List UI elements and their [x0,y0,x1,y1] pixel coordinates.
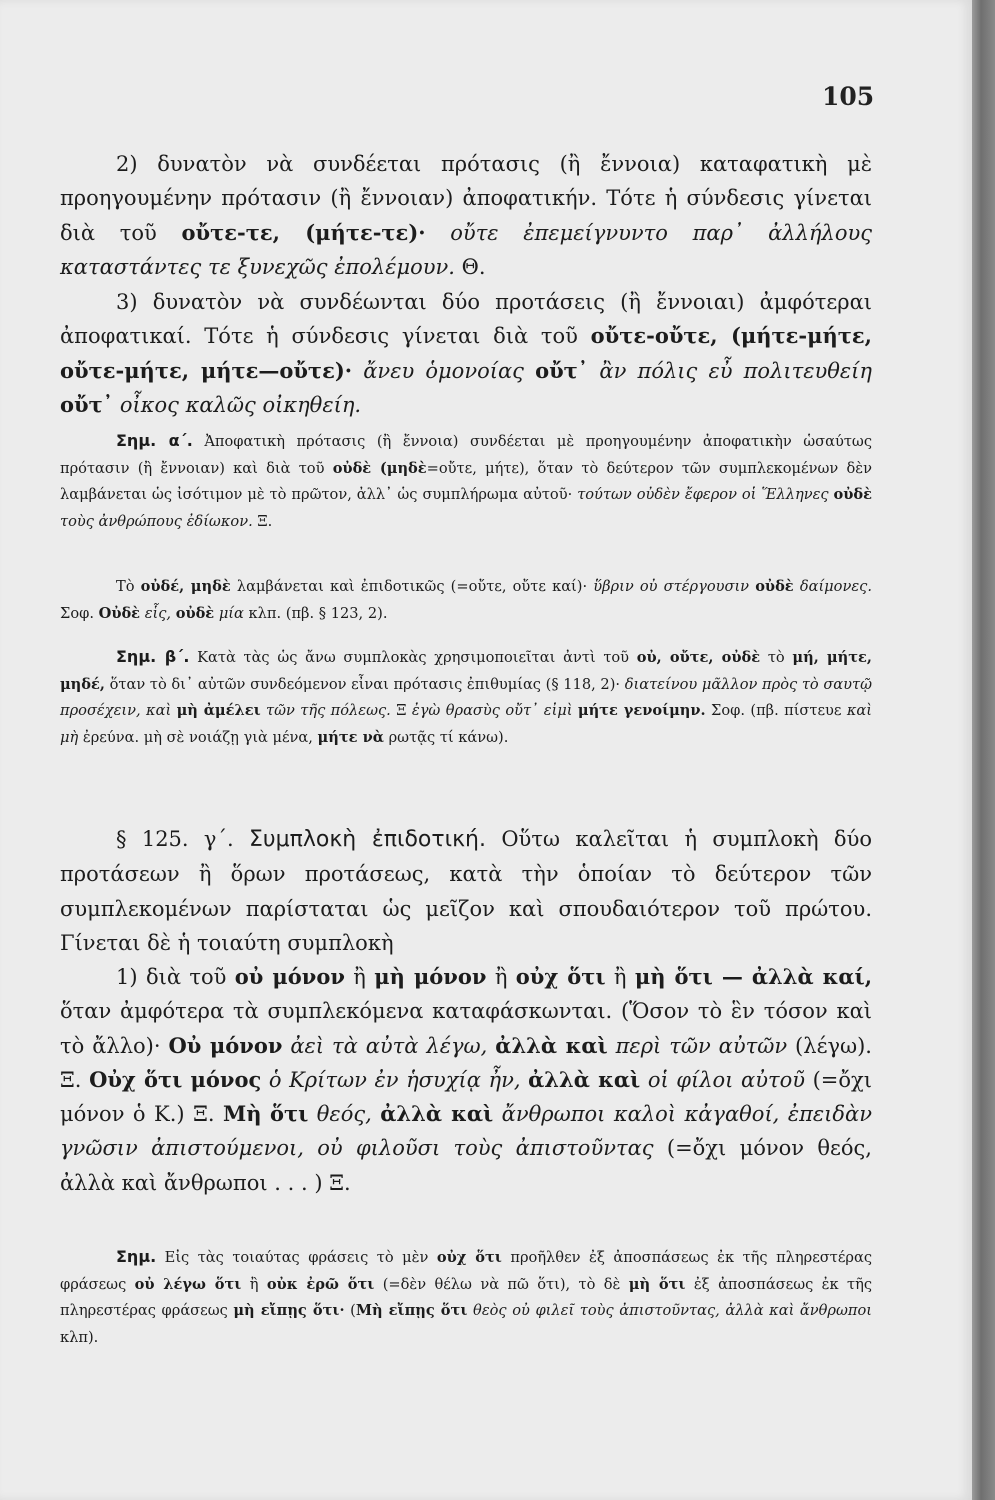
paragraph-3: 3) δυνατὸν νὰ συνδέωνται δύο προτάσεις (ἢ ἔννοιαι) ἀμφότεραι ἀποφατικαί. Τότε ἡ σύνδεσις γίνεται διὰ τοῦ οὔτε-οὔτε, (μήτε-μήτε, οὔτε-μήτε, μήτε—οὔτε)· ἄνευ ὁμονοίας οὔτ᾽ ἂν πόλις εὖ πολιτευθείη οὔτ᾽ οἶκος καλῶς οἰκηθείη. [60,290,873,417]
bold-term: οὔτε-τε, (μήτε-τε)· [181,219,426,245]
note-label: Σημ. [116,1247,157,1266]
paragraph-1: 1) διὰ τοῦ οὐ μόνον ἢ μὴ μόνον ἢ οὐχ ὅτι ἢ μὴ ὅτι — ἀλλὰ καί, ὅταν ἀμφότερα τὰ συμπλεκόμενα καταφάσκωνται. (Ὅσον τὸ ἓν τόσον καὶ τὸ ἄλλο)· Οὐ μόνον ἀεὶ τὰ αὐτὰ λέγω, ἀλλὰ καὶ περὶ τῶν αὐτῶν (λέγω). Ξ. Οὐχ ὅτι μόνος ὁ Κρίτων ἐν ἡσυχίᾳ ἦν, ἀλλὰ καὶ οἱ φίλοι αὐτοῦ (=ὄχι μόνον ὁ Κ.) Ξ. Μὴ ὅτι θεός, ἀλλὰ καὶ ἄνθρωποι καλοὶ κἀγαθοί, ἐπειδὰν γνῶσιν ἀπιστούμενοι, οὐ φιλοῦσι τοὺς ἀπιστοῦντας (=ὄχι μόνον θεός, ἀλλὰ καὶ ἄνθρωποι . . . ) Ξ. [60,964,873,1195]
example-quote: οὔτε ἐπεμείγνυντο παρ᾽ ἀλλήλους καταστάντες τε ξυνεχῶς ἐπολέμουν. [60,220,872,279]
item-number: 1) [116,965,146,989]
source-abbrev: Θ. [454,254,486,279]
example-quote: ἄνευ ὁμονοίας [352,358,536,383]
page-edge-shadow [972,0,995,1500]
note-label: Σημ. β΄. [116,647,190,666]
section-heading: Συμπλοκὴ ἐπιδοτική. [248,827,486,852]
section-number: § 125. γ΄. [116,827,249,851]
paragraph-2: 2) δυνατὸν νὰ συνδέεται πρότασις (ἢ ἔννοια) καταφατικὴ μὲ προηγουμένην πρότασιν (ἢ ἔννοιαν) ἀποφατικήν. Τότε ἡ σύνδεσις γίνεται διὰ τοῦ οὔτε-τε, (μήτε-τε)· οὔτε ἐπεμείγνυντο παρ᾽ ἀλλήλους καταστάντες τε ξυνεχῶς ἐπολέμουν. Θ. [60,152,873,279]
page-number: 105 [822,82,875,111]
section-125: § 125. γ΄. Συμπλοκὴ ἐπιδοτική. Οὕτω καλεῖται ἡ συμπλοκὴ δύο προτάσεων ἢ ὅρων προτάσεως, κατὰ τὴν ὁποίαν τὸ δεύτερον τῶν συμπλεκομένων παρίσταται ὡς μεῖζον καὶ σπουδαιότερον τοῦ πρώτου. Γίνεται δὲ ἡ τοιαύτη συμπλοκὴ [60,827,872,955]
note-beta: Σημ. β΄. Κατὰ τὰς ὡς ἄνω συμπλοκὰς χρησιμοποιεῖται ἀντὶ τοῦ οὐ, οὔτε, οὐδὲ τὸ μή, μήτε, μηδέ, ὅταν τὸ δι᾽ αὐτῶν συνδεόμενον εἶναι πρότασις ἐπιθυμίας (§ 118, 2)· διατείνου μᾶλλον πρὸς τὸ σαυτῷ προσέχειν, καὶ μὴ ἀμέλει τῶν τῆς πόλεως. Ξ ἐγὼ θρασὺς οὔτ᾽ εἰμὶ μήτε γενοίμην. Σοφ. (πβ. πίστευε καὶ μὴ ἐρεύνα. μὴ σὲ νοιάζῃ γιὰ μένα, μήτε νὰ ρωτᾷς τί κάνω). [60,647,872,746]
note-final: Σημ. Εἰς τὰς τοιαύτας φράσεις τὸ μὲν οὐχ ὅτι προῆλθεν ἐξ ἀποσπάσεως ἐκ τῆς πληρεστέρας φράσεως οὐ λέγω ὅτι ἢ οὐκ ἐρῶ ὅτι (=δὲν θέλω νὰ πῶ ὅτι), τὸ δὲ μὴ ὅτι ἐξ ἀποσπάσεως ἐκ τῆς πληρεστέρας φράσεως μὴ εἴπῃς ὅτι· (Μὴ εἴπῃς ὅτι θεὸς οὐ φιλεῖ τοὺς ἀπιστοῦντας, ἀλλὰ καὶ ἄνθρωποι κλπ). [60,1247,873,1346]
note-alpha-continued: Τὸ οὐδέ, μηδὲ λαμβάνεται καὶ ἐπιδοτικῶς (=οὔτε, οὔτε καί)· ὕβριν οὐ στέργουσιν οὐδὲ δαίμονες. Σοφ. Οὐδὲ εἷς, οὐδὲ μία κλπ. (πβ. § 123, 2). [60,578,872,622]
bold-term: οὔτε-οὔτε, (μήτε-μήτε, οὔτε-μήτε, μήτε—οὔτε)· [60,323,872,383]
item-number: 2) [116,152,158,176]
note-label: Σημ. α΄. [116,431,193,450]
item-number: 3) [116,290,153,314]
note-alpha: Σημ. α΄. Ἀποφατικὴ πρότασις (ἢ ἔννοια) συνδέεται μὲ προηγουμένην ἀποφατικὴν ὡσαύτως πρότασιν (ἢ ἔννοιαν) καὶ διὰ τοῦ οὐδὲ (μηδὲ=οὔτε, μήτε), ὅταν τὸ δεύτερον τῶν συμπλεκομένων δὲν λαμβάνεται ὡς ἰσότιμον μὲ τὸ πρῶτον, ἀλλ᾽ ὡς συμπλήρωμα αὐτοῦ· τούτων οὐδὲν ἔφερον οἱ Ἕλληνες οὐδὲ τοὺς ἀνθρώπους ἐδίωκον. Ξ. [60,431,873,530]
